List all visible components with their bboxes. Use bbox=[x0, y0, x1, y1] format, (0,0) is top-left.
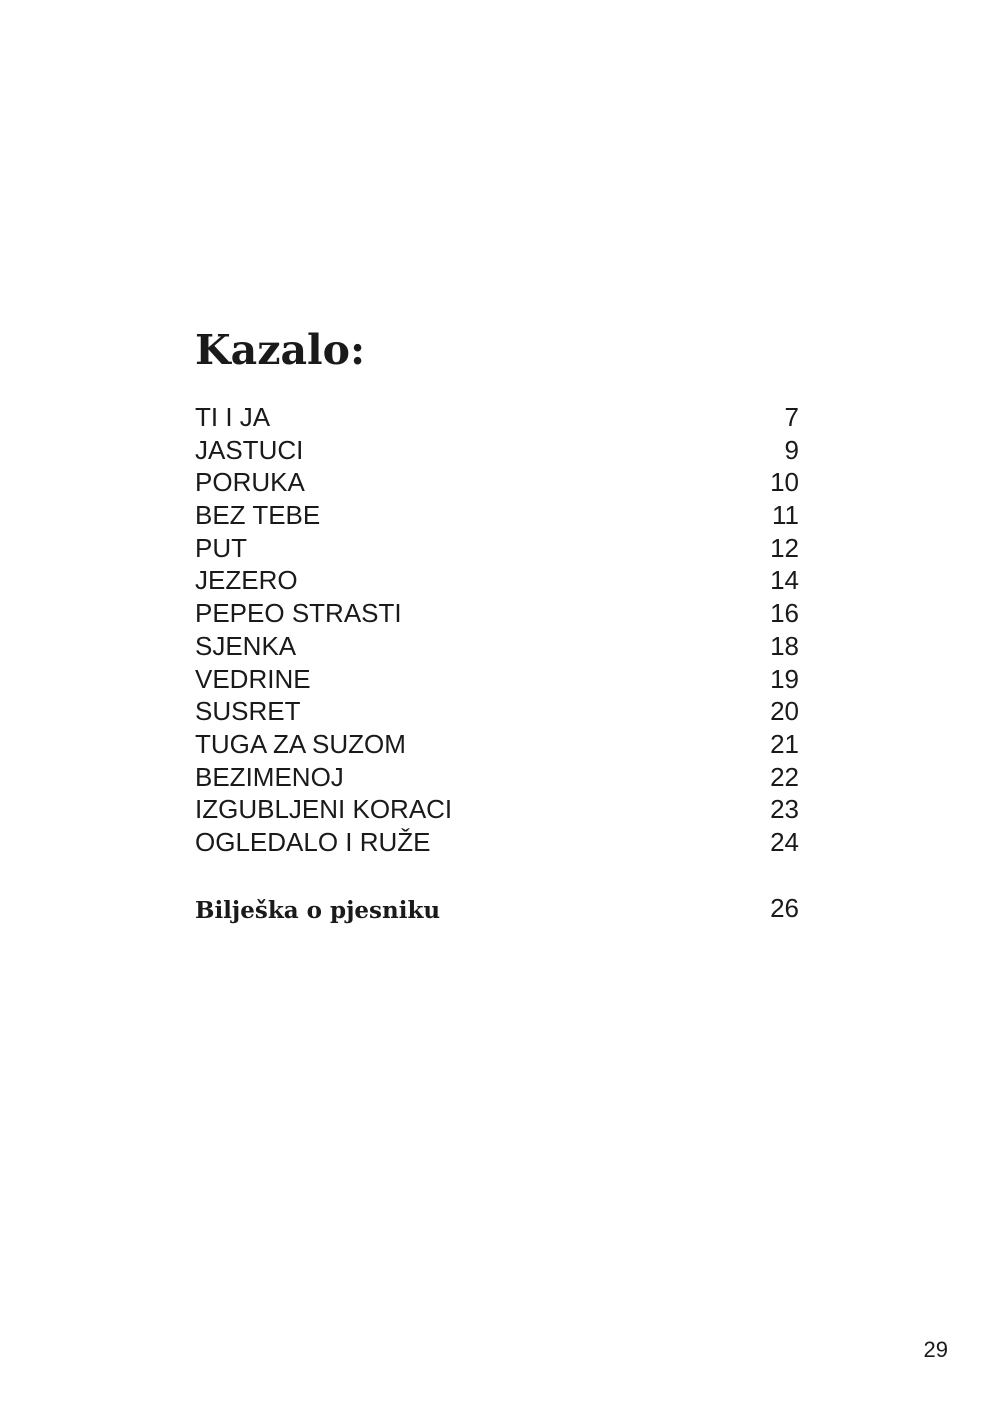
toc-entry bbox=[195, 499, 799, 532]
toc-entry-title: VEDRINE bbox=[195, 663, 311, 694]
toc-entry-title: BEZ TEBE bbox=[195, 500, 321, 531]
toc-entry-title: JEZERO bbox=[195, 565, 298, 596]
toc-entry-page: 7 bbox=[784, 402, 799, 432]
toc-entry bbox=[195, 564, 799, 597]
toc-entry-title: JASTUCI bbox=[195, 434, 304, 465]
toc-entry-page: 16 bbox=[770, 598, 799, 629]
toc-entry-title: BEZIMENOJ bbox=[195, 761, 344, 792]
toc-entry-page: 19 bbox=[770, 663, 799, 694]
toc-entry-page: 20 bbox=[770, 696, 799, 727]
toc-entry-page: 23 bbox=[770, 794, 799, 825]
toc-entry-title: OGLEDALO I RUŽE bbox=[195, 826, 431, 857]
toc-entry-title: TI I JA bbox=[195, 402, 271, 432]
toc-entry-page: 9 bbox=[784, 434, 799, 465]
toc-entry-page: 10 bbox=[770, 467, 799, 498]
toc-entry-page: 18 bbox=[770, 630, 799, 661]
toc-entry-title: SJENKA bbox=[195, 630, 297, 661]
poet-note-page: 26 bbox=[770, 893, 799, 923]
table-of-contents bbox=[195, 401, 799, 859]
toc-entry bbox=[195, 434, 799, 467]
toc-entry-title: PORUKA bbox=[195, 467, 305, 498]
page-title: Kazalo: bbox=[195, 326, 366, 374]
toc-entry-title: IZGUBLJENI KORACI bbox=[195, 794, 453, 825]
toc-entry bbox=[195, 466, 799, 499]
toc-entry-page: 24 bbox=[770, 826, 799, 857]
toc-entry-title: PUT bbox=[195, 532, 247, 563]
toc-entry-title: SUSRET bbox=[195, 696, 301, 727]
toc-entry-page: 22 bbox=[770, 761, 799, 792]
toc-entry bbox=[195, 728, 799, 761]
toc-entry-page: 12 bbox=[770, 532, 799, 563]
page-number: 29 bbox=[923, 1337, 948, 1362]
toc-entry bbox=[195, 761, 799, 794]
toc-entry bbox=[195, 597, 799, 630]
toc-entry-title: TUGA ZA SUZOM bbox=[195, 728, 406, 759]
toc-entry bbox=[195, 630, 799, 663]
toc-entry bbox=[195, 793, 799, 826]
toc-entry-page: 21 bbox=[770, 728, 799, 759]
toc-entry bbox=[195, 532, 799, 565]
toc-entry bbox=[195, 663, 799, 696]
toc-entry-page: 14 bbox=[770, 565, 799, 596]
toc-entry-page: 11 bbox=[772, 500, 799, 531]
toc-entry bbox=[195, 826, 799, 859]
toc-entry bbox=[195, 695, 799, 728]
toc-entry bbox=[195, 401, 799, 434]
poet-note-title: Bilješka o pjesniku bbox=[195, 897, 441, 924]
toc-entry-title: PEPEO STRASTI bbox=[195, 598, 402, 629]
poet-note-entry bbox=[195, 893, 799, 929]
